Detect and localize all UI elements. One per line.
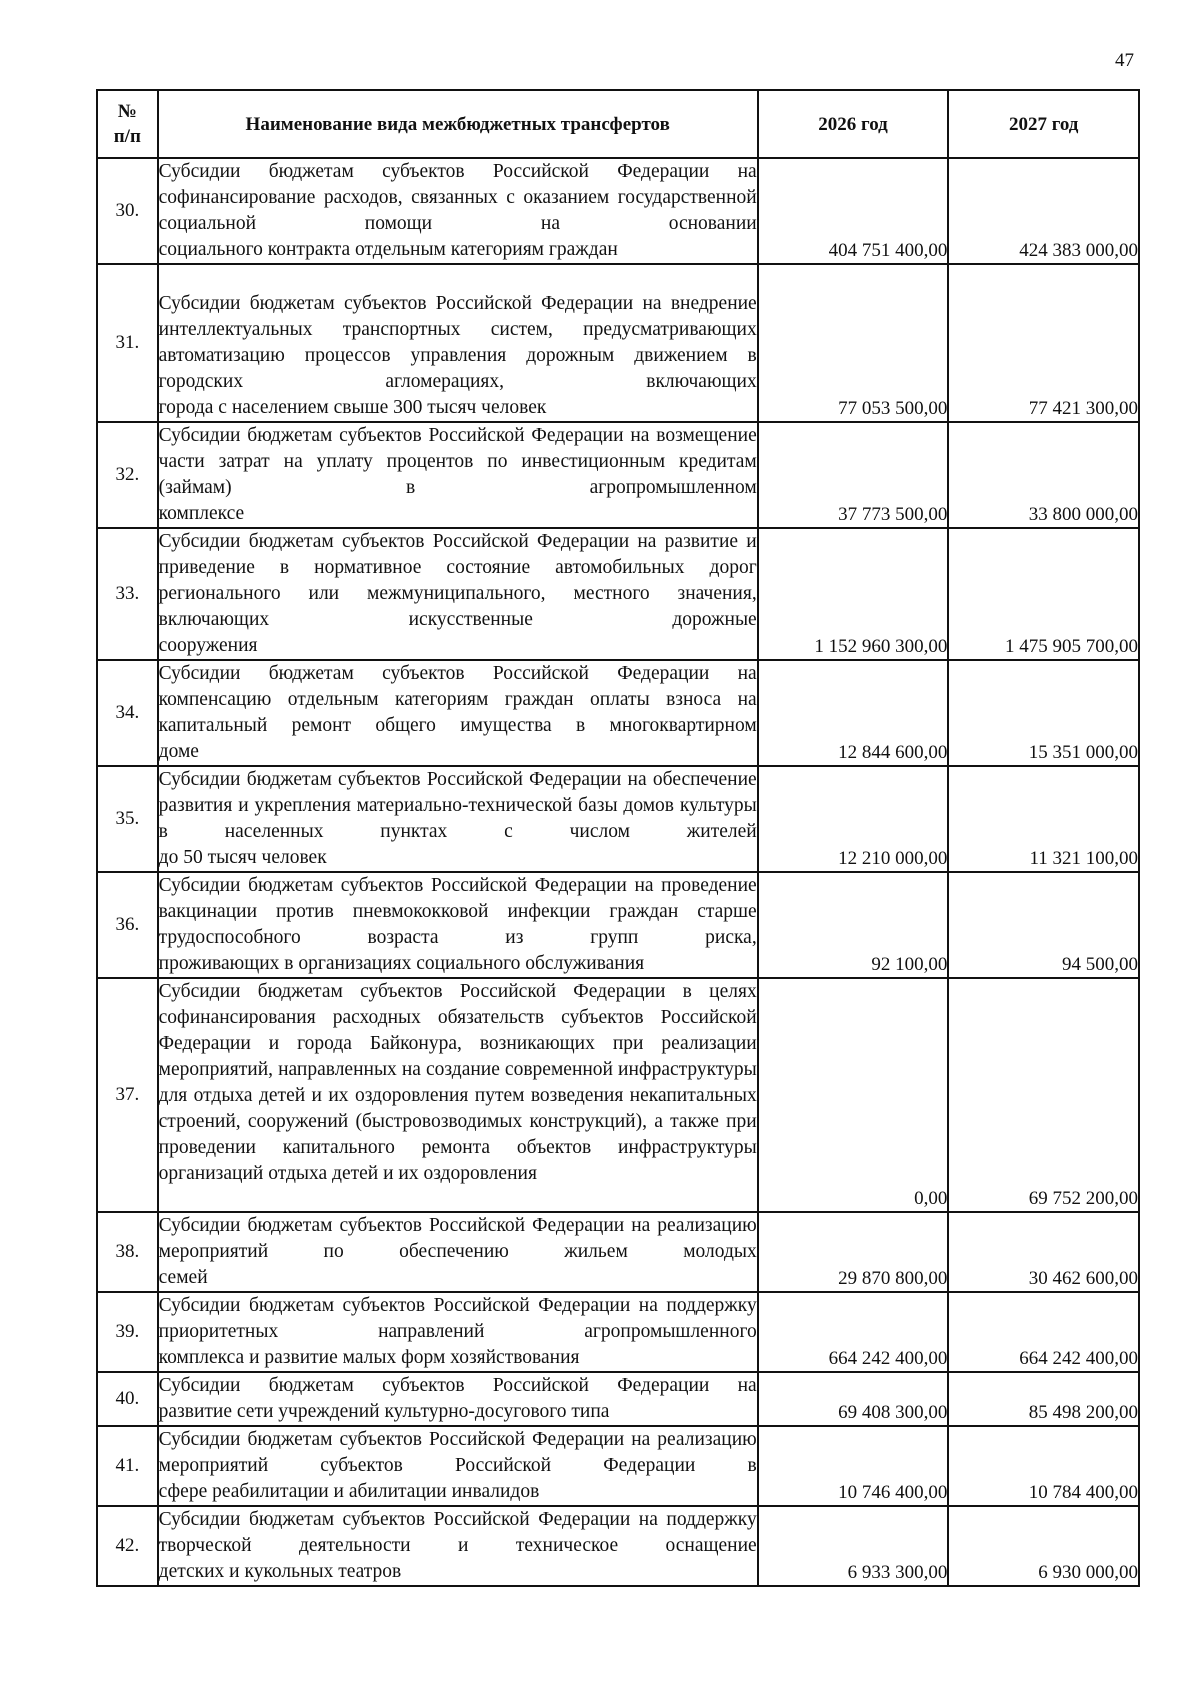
row-description <box>158 1426 758 1506</box>
table-row <box>97 422 1139 528</box>
row-amount-2026: 6 933 300,00 <box>758 1506 949 1586</box>
transfers-table <box>96 89 1140 1587</box>
header-num-line2: п/п <box>113 126 141 147</box>
table-body <box>97 158 1139 1586</box>
row-number: 34. <box>97 660 158 766</box>
row-number: 33. <box>97 528 158 660</box>
row-text-last: семей <box>158 1267 208 1288</box>
row-text-last: города с населением свыше 300 тысяч человек <box>158 397 547 418</box>
row-amount-2027: 77 421 300,00 <box>948 264 1139 422</box>
table-row <box>97 872 1139 978</box>
row-amount-2027: 30 462 600,00 <box>948 1212 1139 1292</box>
row-text: Субсидии бюджетам субъектов Российской Федерации в целях софинансирования расходных обязательств субъектов Российской Федерации и города Байконура, возникающих при реализации мероприятий, направленных на создание современной инфраструктуры для отдыха детей и их оздоровления путем возведения некапитальных строений, сооружений (быстровозводимых конструкций), а также при проведении капитального ремонта объектов инфраструктуры <box>158 981 757 1158</box>
row-amount-2027: 85 498 200,00 <box>948 1372 1139 1426</box>
table-row <box>97 978 1139 1212</box>
row-number: 42. <box>97 1506 158 1586</box>
row-description <box>158 978 758 1212</box>
row-amount-2026: 29 870 800,00 <box>758 1212 949 1292</box>
row-text: Субсидии бюджетам субъектов Российской Федерации на возмещение части затрат на уплату процентов по инвестиционным кредитам (займам) в агропромышленном <box>158 425 757 498</box>
row-amount-2026: 92 100,00 <box>758 872 949 978</box>
row-text-last: сооружения <box>158 635 258 656</box>
table-row <box>97 528 1139 660</box>
row-text-last: социального контракта отдельным категориям граждан <box>158 239 618 260</box>
row-amount-2027: 33 800 000,00 <box>948 422 1139 528</box>
row-amount-2027: 10 784 400,00 <box>948 1426 1139 1506</box>
row-number: 40. <box>97 1372 158 1426</box>
row-number: 32. <box>97 422 158 528</box>
row-amount-2027: 664 242 400,00 <box>948 1292 1139 1372</box>
row-text: Субсидии бюджетам субъектов Российской Федерации на <box>158 1375 757 1396</box>
row-text-last: организаций отдыха детей и их оздоровления <box>158 1163 537 1184</box>
row-description <box>158 766 758 872</box>
table-row <box>97 1426 1139 1506</box>
row-amount-2026: 77 053 500,00 <box>758 264 949 422</box>
table-row <box>97 766 1139 872</box>
table-row <box>97 158 1139 264</box>
row-description <box>158 264 758 422</box>
row-text: Субсидии бюджетам субъектов Российской Федерации на реализацию мероприятий субъектов Российской Федерации в <box>158 1429 757 1476</box>
row-number: 30. <box>97 158 158 264</box>
row-text-last: до 50 тысяч человек <box>158 847 327 868</box>
row-number: 39. <box>97 1292 158 1372</box>
row-text: Субсидии бюджетам субъектов Российской Федерации на развитие и приведение в нормативное состояние автомобильных дорог регионального или межмуниципального, местного значения, включающих искусственные дорожные <box>158 531 757 630</box>
table-row <box>97 1292 1139 1372</box>
row-text-last: детских и кукольных театров <box>158 1561 402 1582</box>
row-description <box>158 1372 758 1426</box>
row-number: 38. <box>97 1212 158 1292</box>
row-text-last: проживающих в организациях социального обслуживания <box>158 953 645 974</box>
row-text-last: доме <box>158 741 199 762</box>
row-amount-2027: 11 321 100,00 <box>948 766 1139 872</box>
row-text-last: комплекса и развитие малых форм хозяйствования <box>158 1347 580 1368</box>
row-text-last: развитие сети учреждений культурно-досугового типа <box>158 1401 610 1422</box>
table-row <box>97 1506 1139 1586</box>
row-amount-2027: 424 383 000,00 <box>948 158 1139 264</box>
table-row <box>97 1372 1139 1426</box>
row-amount-2026: 12 844 600,00 <box>758 660 949 766</box>
table-header-row <box>97 90 1139 158</box>
row-description <box>158 158 758 264</box>
row-text: Субсидии бюджетам субъектов Российской Федерации на поддержку приоритетных направлений агропромышленного <box>158 1295 757 1342</box>
row-description <box>158 528 758 660</box>
table-row <box>97 660 1139 766</box>
row-number: 37. <box>97 978 158 1212</box>
header-2027: 2027 год <box>948 90 1139 158</box>
row-number: 31. <box>97 264 158 422</box>
row-number: 35. <box>97 766 158 872</box>
page-number: 47 <box>1115 50 1134 71</box>
row-description <box>158 1212 758 1292</box>
row-text-last: сфере реабилитации и абилитации инвалидов <box>158 1481 540 1502</box>
row-amount-2027: 1 475 905 700,00 <box>948 528 1139 660</box>
row-text: Субсидии бюджетам субъектов Российской Федерации на внедрение интеллектуальных транспортных систем, предусматривающих автоматизацию процессов управления дорожным движением в городских агломерациях, включающих <box>158 293 757 392</box>
row-amount-2026: 37 773 500,00 <box>758 422 949 528</box>
row-amount-2026: 0,00 <box>758 978 949 1212</box>
row-description <box>158 1506 758 1586</box>
row-description <box>158 422 758 528</box>
row-text: Субсидии бюджетам субъектов Российской Федерации на реализацию мероприятий по обеспечению жильем молодых <box>158 1215 757 1262</box>
table-row <box>97 264 1139 422</box>
row-amount-2026: 10 746 400,00 <box>758 1426 949 1506</box>
row-text: Субсидии бюджетам субъектов Российской Федерации на обеспечение развития и укрепления материально-технической базы домов культуры в населенных пунктах с числом жителей <box>158 769 757 842</box>
row-amount-2027: 94 500,00 <box>948 872 1139 978</box>
row-text: Субсидии бюджетам субъектов Российской Федерации на поддержку творческой деятельности и техническое оснащение <box>158 1509 757 1556</box>
row-description <box>158 1292 758 1372</box>
row-amount-2026: 69 408 300,00 <box>758 1372 949 1426</box>
row-amount-2027: 6 930 000,00 <box>948 1506 1139 1586</box>
header-num <box>97 90 158 158</box>
table-row <box>97 1212 1139 1292</box>
row-description <box>158 872 758 978</box>
row-number: 41. <box>97 1426 158 1506</box>
header-num-line1: № <box>117 101 137 122</box>
row-amount-2026: 12 210 000,00 <box>758 766 949 872</box>
row-amount-2027: 69 752 200,00 <box>948 978 1139 1212</box>
row-text: Субсидии бюджетам субъектов Российской Федерации на софинансирование расходов, связанных с оказанием государственной социальной помощи на основании <box>158 161 757 234</box>
row-text: Субсидии бюджетам субъектов Российской Федерации на компенсацию отдельным категориям граждан оплаты взноса на капитальный ремонт общего имущества в многоквартирном <box>158 663 757 736</box>
row-description <box>158 660 758 766</box>
row-number: 36. <box>97 872 158 978</box>
row-amount-2026: 664 242 400,00 <box>758 1292 949 1372</box>
row-amount-2026: 404 751 400,00 <box>758 158 949 264</box>
row-amount-2026: 1 152 960 300,00 <box>758 528 949 660</box>
header-2026: 2026 год <box>758 90 949 158</box>
row-amount-2027: 15 351 000,00 <box>948 660 1139 766</box>
row-text: Субсидии бюджетам субъектов Российской Федерации на проведение вакцинации против пневмококковой инфекции граждан старше трудоспособного возраста из групп риска, <box>158 875 757 948</box>
header-name: Наименование вида межбюджетных трансфертов <box>158 90 758 158</box>
row-text-last: комплексе <box>158 503 245 524</box>
